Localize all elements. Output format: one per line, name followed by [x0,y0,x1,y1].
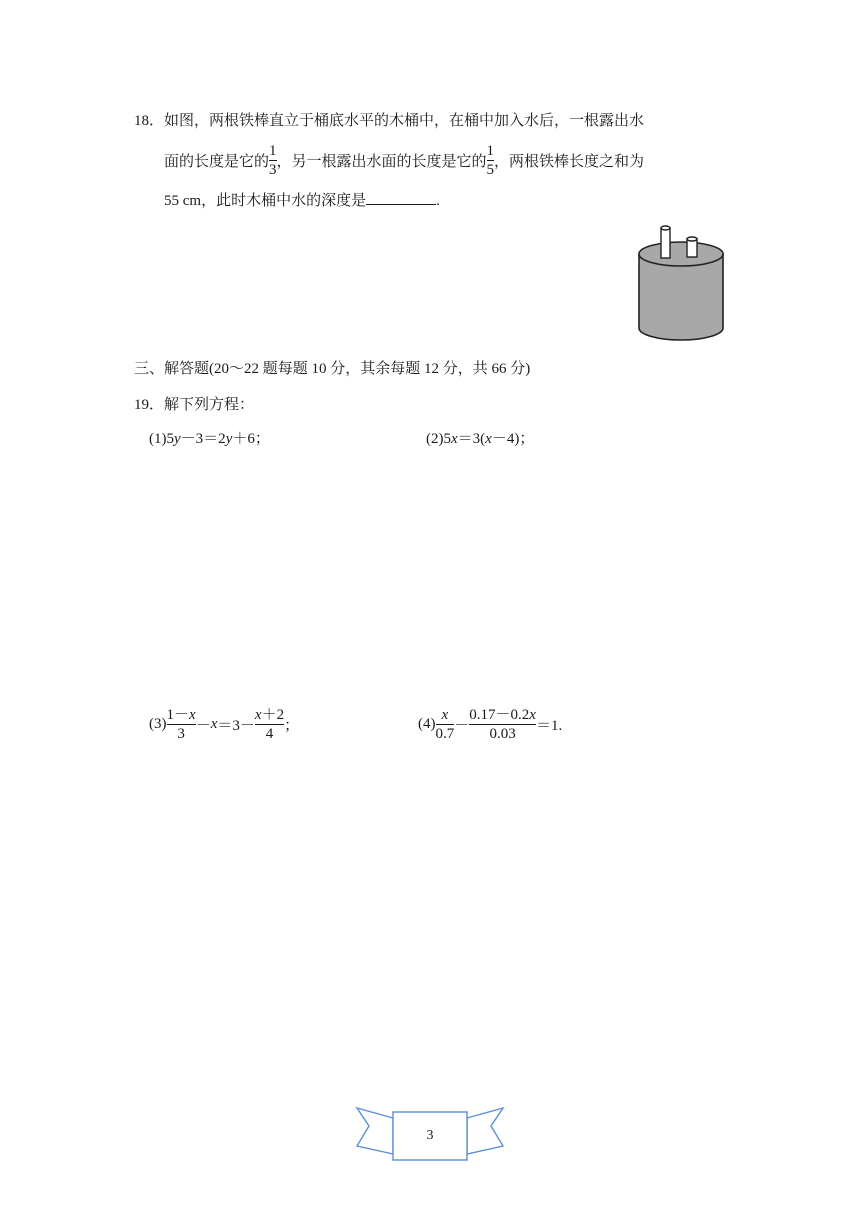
part4-f1-denominator: 0.7 [435,725,455,742]
frac2-denominator: 5 [486,161,495,178]
iron-rod-tall-top [661,226,670,230]
part3-fraction2 [255,706,284,743]
q18-text-line2c: ，两根铁棒长度之和为 [494,153,645,170]
frac1-denominator: 3 [269,161,277,178]
q18-text-line1: 如图，两根铁棒直立于桶底水平的木桶中，在桶中加入水后，一根露出水 [164,113,645,129]
part4-minus: － [454,717,470,734]
part4-f2-num-a: 0.17－0.2 [469,706,530,723]
answer-blank[interactable] [366,190,436,205]
part2-label: (2) [426,431,444,447]
q19-part2 [426,428,534,450]
part3-minus: － [195,717,211,734]
part3-f1-denominator: 3 [167,724,196,743]
q19-title-line [134,394,254,416]
fraction-one-third [269,142,277,179]
part3-var: x [210,715,218,732]
bucket-figure [630,222,732,346]
part2-mid: ＝3( [457,431,486,447]
water-surface [639,242,723,266]
q18-text-line2a: 面的长度是它的 [164,153,270,170]
part3-f1-numerator [167,706,196,724]
q18-line2 [164,140,644,180]
part2-coef: 5 [443,431,451,447]
q18-number: 18． [134,113,165,129]
frac1-numerator: 1 [269,142,277,159]
part3-f2-numerator [255,706,284,724]
q18-line1 [134,110,644,132]
part1-mid: －3＝2 [180,431,226,447]
part4-label: (4) [418,715,436,732]
q19-part4 [418,704,562,744]
part4-fraction2 [469,706,536,743]
part4-end: ＝1. [535,717,563,734]
q18-text-line2b: ，另一根露出水面的长度是它的 [276,153,487,170]
part3-f2-num-b: ＋2 [261,706,285,723]
part1-label: (1) [149,431,167,447]
part3-label: (3) [149,715,167,732]
q18-line3 [164,190,440,212]
page-number: 3 [426,1128,434,1143]
q19-title: 解下列方程： [164,397,255,413]
q19-part1 [149,428,270,450]
bucket-body [639,254,723,340]
part4-f1-numerator [436,706,455,724]
part1-end: ＋6； [232,431,270,447]
iron-rod-tall [661,228,670,258]
part3-f2-denominator: 4 [255,724,284,743]
part4-f2-num-var: x [529,706,536,723]
part3-f2-num-var: x [254,706,262,723]
section-heading: 三、解答题(20～22 题每题 10 分，其余每题 12 分，共 66 分) [134,361,531,377]
q19-part3 [149,704,299,744]
part1-var1: y [174,431,181,447]
q19-number: 19． [134,397,165,413]
part3-fraction1 [167,706,196,743]
fraction-one-fifth [487,142,495,179]
part2-end: －4)； [491,431,535,447]
part2-var2: x [485,431,492,447]
part3-f1-num-a: 1－ [166,706,190,723]
iron-rod-short-top [687,237,697,241]
part3-equals: ＝3－ [217,717,255,734]
part3-end: ； [284,717,300,734]
part2-var1: x [451,431,458,447]
part3-f1-num-var: x [189,706,196,723]
part4-f2-numerator [469,706,536,724]
part4-fraction1 [436,706,455,743]
part4-f1-num-var: x [441,706,449,723]
frac2-numerator: 1 [486,142,495,159]
q18-text-line3a: 55 cm，此时木桶中水的深度是 [164,193,367,209]
part4-f2-denominator: 0.03 [469,724,536,743]
q18-text-line3b: . [436,193,440,209]
part1-var2: y [225,431,233,447]
part1-coef: 5 [166,431,174,447]
